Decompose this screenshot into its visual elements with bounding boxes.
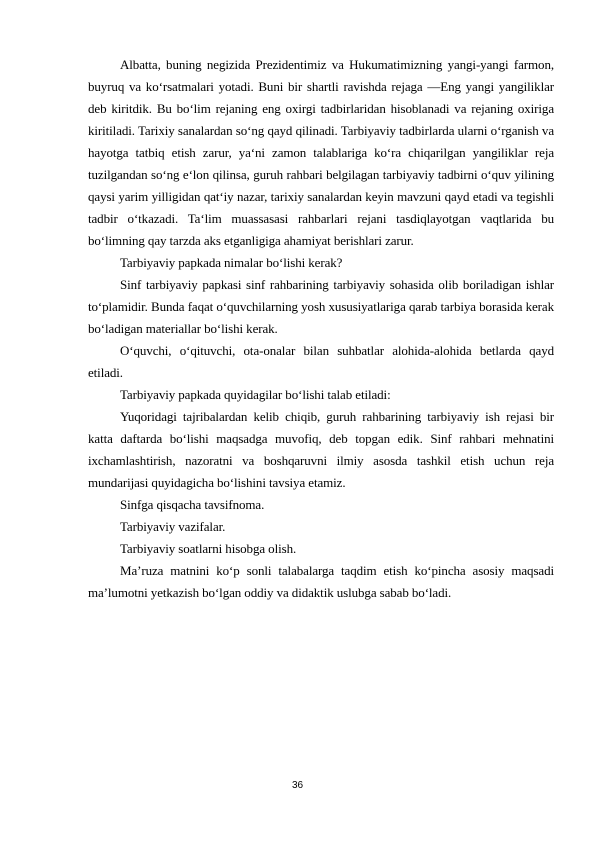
list-item-tavsifnoma: Sinfga qisqacha tavsifnoma. <box>120 497 265 512</box>
paragraph-papka-definition: Sinf tarbiyaviy papkasi sinf rahbarining tarbiyaviy sohasida olib boriladigan ishlar to‘plamidir. Bunda faqat o‘quvchilarning yosh xususiyatlariga qarab tarbiya borasida kerak bo‘ladigan materiallar bo‘lishi kerak. <box>88 277 554 336</box>
paragraph-requirements: Tarbiyaviy papkada quyidagilar bo‘lishi talab etiladi: <box>120 387 391 402</box>
paragraph-maruza: Ma’ruza matnini ko‘p sonli talabalarga taqdim etish ko‘pincha asosiy maqsadi ma’lumotni yetkazish bo‘lgan oddiy va didaktik uslubga sabab bo‘ladi. <box>88 563 554 600</box>
body-text <box>88 54 554 604</box>
page-number: 36 <box>291 780 304 791</box>
paragraph-recommendation: Yuqoridagi tajribalardan kelib chiqib, guruh rahbarining tarbiyaviy ish rejasi bir katta daftarda bo‘lishi maqsadga muvofiq, deb topgan edik. Sinf rahbari mehnatini ixchamlashtirish, nazoratni va boshqaruvni ilmiy asosda tashkil etish uchun reja mundarijasi quyidagicha bo‘lishini tavsiya etamiz. <box>88 409 554 490</box>
list-item-vazifalar: Tarbiyaviy vazifalar. <box>120 519 226 534</box>
paragraph-intro: Albatta, buning negizida Prezidentimiz va Hukumatimizning yangi-yangi farmon, buyruq va ko‘rsatmalari yotadi. Buni bir shartli ravishda rejaga ―Eng yangi yangiliklar deb kiritdik. Bu bo‘lim rejaning eng oxirgi tadbirlaridan hisoblanadi va rejaning oxiriga kiritiladi. Tarixiy sanalardan so‘ng qayd qilinadi. Tarbiyaviy tadbirlarda ularni o‘rganish va hayotga tatbiq etish zarur, ya‘ni zamon talablariga ko‘ra chiqarilgan yangiliklar reja tuzilgandan so‘ng e‘lon qilinsa, guruh rahbari belgilagan tarbiyaviy tadbirni o‘quv yilining qaysi yarim yilligidan qat‘iy nazar, tarixiy sanalardan keyin mavzuni qayd etadi va tegishli tadbir o‘tkazadi. Ta‘lim muassasasi rahbarlari rejani tasdiqlayotgan vaqtlarida bu bo‘limning qay tarzda aks etganligiga ahamiyat berishlari zarur. <box>88 57 554 248</box>
paragraph-suhbatlar: O‘quvchi, o‘qituvchi, ota-onalar bilan suhbatlar alohida-alohida betlarda qayd etiladi. <box>88 343 554 380</box>
list-item-soatlar: Tarbiyaviy soatlarni hisobga olish. <box>120 541 297 556</box>
paragraph-question: Tarbiyaviy papkada nimalar bo‘lishi kerak? <box>120 255 343 270</box>
